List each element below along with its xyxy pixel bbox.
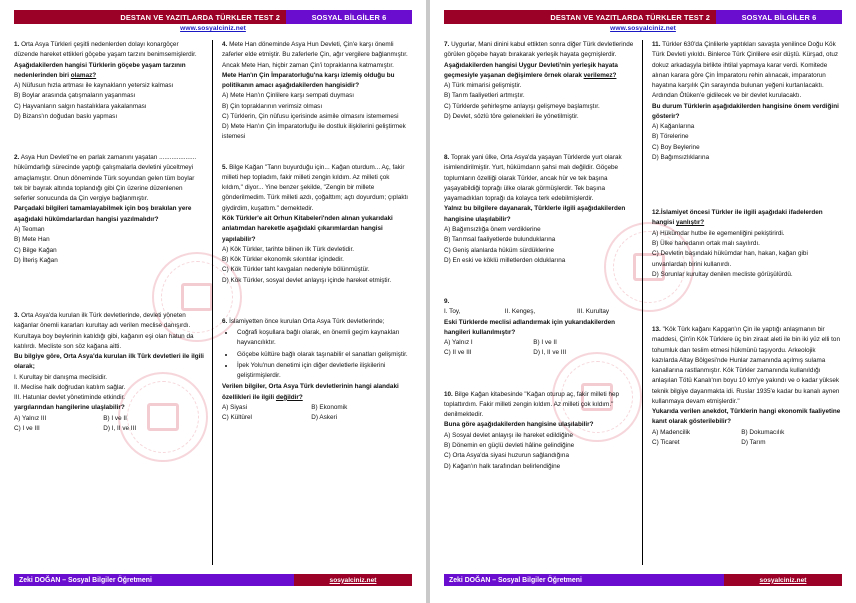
question-stem bbox=[444, 153, 634, 204]
option-b[interactable]: B) Ülke hanedanın ortak malı sayılırdı. bbox=[652, 239, 760, 247]
question-block bbox=[222, 163, 412, 286]
question-number: 6. bbox=[222, 317, 228, 325]
option-a[interactable]: A) Bağımsızlığa önem verdiklerine bbox=[444, 225, 541, 233]
option-b[interactable]: B) Çin topraklarının verimsiz olması bbox=[222, 102, 323, 110]
header-test-title: DESTAN VE YAZITLARDA TÜRKLER TEST 2 bbox=[444, 10, 716, 24]
roman-item-ii: II. Kengeş, bbox=[504, 308, 536, 316]
question-prompt: Parçadaki bilgileri tamamlayabilmek için boş bırakılan yere aşağıdaki hükümdarlardan hangisi yazılmalıdır? bbox=[14, 205, 192, 223]
option-c[interactable]: C) II ve III bbox=[444, 349, 472, 357]
question-text: Orta Asya'da kurulan ilk Türk devletlerinde, devleti yöneten kağanlar önemli kararları kurultay adı verilen meclise danışırdı. Kurultaya boy beylerinin katıldığı gibi, kağanın eşi olan hatun da katılırdı. Mecliste son söz kağana aitti. bbox=[14, 312, 194, 350]
question-text: Toprak yani ülke, Orta Asya'da yaşayan Türklerde yurt olarak isimlendirilmiştir. Yurt, hükümdarın şahsi malı değildir. Göçebe toplumların özelliği olarak Türkler, ancak hür ve tek başına yaşayabildiği toprağı ülke olarak görmüşlerdir. Tek başına yayamadıkları toprağı da kolayca terk edebilmişlerdir. bbox=[444, 154, 622, 203]
option-d[interactable]: D) Tarım bbox=[741, 438, 766, 446]
options-grid bbox=[222, 403, 412, 424]
page-right bbox=[430, 0, 856, 603]
question-stem bbox=[652, 325, 842, 407]
question-stem bbox=[222, 40, 412, 71]
prompt-negation: olamaz? bbox=[70, 71, 97, 79]
option-b[interactable]: B) I ve II bbox=[103, 414, 127, 422]
question-prompt: Yukarıda verilen anekdot, Türklerin hangi ekonomik faaliyetine kanıt olarak gösterilebilir? bbox=[652, 408, 841, 426]
question-number: 8. bbox=[444, 154, 450, 162]
question-block bbox=[652, 325, 842, 448]
spacer bbox=[14, 133, 204, 153]
question-block bbox=[652, 40, 842, 163]
option-a[interactable]: A) Türk mimarisi gelişmiştir. bbox=[444, 82, 522, 90]
question-block bbox=[444, 153, 634, 266]
question-text: "Kök Türk kağanı Kapgan'ın Çin ile yaptığı anlaşmanın bir maddesi, Çin'in Kök Türklere üç bin ziraat aleti ile bin iki yüz elli ton tohumluk darı teslim etmesi hükmünü taşıyordu. Arkeolojik kazılarda Altay Bölgesi'nde Hunlar zamanında açılmış sulama kanallarına rastlanmıştır. Kök Türkler zamanında kullanıldığı anlaşılan Tötü Kanalı'nın boyu 10 km'ye yakındı ve o kadar yüksek teknik bilgiye dayanmakta idi. Ruslar 1935'e kadar bu kanalı aynen kullanmaya devam etmişlerdir." bbox=[652, 326, 840, 405]
option-d[interactable]: D) Bağımsızlıklarına bbox=[652, 153, 710, 161]
question-prompt bbox=[444, 61, 634, 82]
option-a[interactable]: A) Nüfusun hızla artması ile kaynakların yetersiz kalması bbox=[14, 82, 174, 90]
option-a[interactable]: A) Kağanlarına bbox=[652, 123, 695, 131]
question-prompt bbox=[14, 61, 204, 82]
option-d[interactable]: D) Kağan'ın halk tarafından belirlendiğine bbox=[444, 462, 561, 470]
option-d[interactable]: D) Askeri bbox=[311, 414, 338, 422]
option-a[interactable]: A) Teoman bbox=[14, 225, 45, 233]
spacer bbox=[444, 133, 634, 153]
option-c[interactable]: C) Orta Asya'da siyasi huzurun sağlandığına bbox=[444, 452, 569, 460]
roman-item-iii: III. Hatunlar devlet yönetiminde etkindir. bbox=[14, 394, 126, 402]
question-prompt: Buna göre aşağıdakilerden hangisine ulaşılabilir? bbox=[444, 421, 594, 429]
roman-item-iii: III. Kurultay bbox=[576, 308, 610, 316]
option-a[interactable]: A) Yalnız I bbox=[444, 339, 473, 347]
header-test-title: DESTAN VE YAZITLARDA TÜRKLER TEST 2 bbox=[14, 10, 286, 24]
footer-author: Zeki DOĞAN – Sosyal Bilgiler Öğretmeni bbox=[14, 574, 294, 586]
question-text: İslamiyetten önce kurulan Orta Asya Türk devletlerinde; bbox=[229, 317, 385, 325]
question-prompt: Kök Türkler'e ait Orhun Kitabeleri'nden alınan yukarıdaki anlatımdan hareketle aşağıdaki çıkarımlardan hangisi yapılabilir? bbox=[222, 214, 393, 243]
option-c[interactable]: C) Türklerde şehirleşme anlayışı gelişmeye başlamıştır. bbox=[444, 102, 600, 110]
prompt-text: Verilen bilgiler, Orta Asya Türk devletlerinin hangi alandaki özellikleri ile ilgili bbox=[222, 383, 399, 401]
column-4 bbox=[643, 40, 842, 565]
option-d[interactable]: D) İlteriş Kağan bbox=[14, 256, 58, 264]
question-number: 5. bbox=[222, 163, 228, 171]
option-b[interactable]: B) Kök Türkler ekonomik sıkıntılar içindedir. bbox=[222, 256, 344, 264]
option-b[interactable]: B) Ekonomik bbox=[311, 403, 348, 411]
question-number: 13. bbox=[652, 326, 661, 334]
roman-item-i: I. Kurultay bir danışma meclisidir. bbox=[14, 373, 108, 381]
option-d[interactable]: D) Devlet, sözlü töre gelenekleri ile yönetilmiştir. bbox=[444, 112, 579, 120]
option-d[interactable]: D) I, II ve III bbox=[533, 349, 567, 357]
footer-website-link[interactable]: sosyalciniz.net bbox=[724, 574, 842, 586]
question-block bbox=[222, 40, 412, 143]
roman-item-i: I. Toy, bbox=[444, 308, 461, 316]
option-c[interactable]: C) Kültürel bbox=[222, 414, 252, 422]
question-prompt-2: yargılarından hangilerine ulaşlabilir? bbox=[14, 404, 125, 412]
question-block bbox=[444, 390, 634, 472]
question-stem bbox=[444, 40, 634, 61]
option-b[interactable]: B) Tarımsal faaliyetlerde bulunduklarına bbox=[444, 236, 556, 244]
question-text: Bilge Kağan "Tanrı buyurduğu için... Kağan oturdum... Aç, fakir milleti hep topladım, fakir milleti zengin kıldım. Az milleti çok kıldım," diyor... Yine benzer şekilde, "Zengin bir millete gönderilmedim. Türk milleti azdı, çoğalttım; açtı doyurdum; çıplaktı giydirdim, kuşattım." demektedir. bbox=[222, 163, 409, 212]
question-text: Asya Hun Devleti'ne en parlak zamanını yaşatan ..................... hükümdarlığı sürecinde yaptığı çalışmalarla devletini yüceltmeyi amaçlamıştır. Onun döneminde Türk soyundan gelen tüm boylar tek bir bayrak altında toplandığı gibi Çin üzerine düzenlenen seferler sonucunda da Çin vergiye bağlanmıştır. bbox=[14, 154, 197, 203]
option-b[interactable]: B) Törelerine bbox=[652, 133, 689, 141]
question-prompt: Yalnız bu bilgilere dayanarak, Türklerle ilgili aşağıdakilerden hangisine ulaşılabilir? bbox=[444, 205, 626, 223]
bullet-item: • Coğrafi koşullara bağlı olarak, en önemli geçim kaynakları hayvancılıktır. bbox=[235, 328, 412, 349]
option-c[interactable]: C) Devletin başındaki hükümdar han, hakan, kağan gibi unvanlardan birini kullanırdı. bbox=[652, 250, 808, 268]
question-stem bbox=[14, 40, 204, 61]
header-subject-label: SOSYAL BİLGİLER 6 bbox=[716, 10, 842, 24]
question-stem bbox=[222, 317, 412, 327]
question-number: 7. bbox=[444, 41, 450, 48]
column-1 bbox=[14, 40, 213, 565]
question-prompt: Eski Türklerde meclisi adlandırmak için yukarıdakilerden hangileri kullanılmıştır? bbox=[444, 318, 616, 336]
option-a[interactable]: A) Mete Han'ın Çinlilere karşı sempati duyması bbox=[222, 92, 355, 100]
prompt-negation: değildir? bbox=[275, 393, 303, 401]
option-c[interactable]: C) Geniş alanlarda hüküm sürdüklerine bbox=[444, 246, 555, 254]
question-stem bbox=[222, 163, 412, 214]
question-prompt: Bu bilgiye göre, Orta Asya'da kurulan ilk Türk devletleri ile ilgili olarak; bbox=[14, 353, 204, 371]
prompt-negation: verilemez? bbox=[583, 71, 617, 79]
options-grid bbox=[652, 428, 842, 449]
option-c[interactable]: C) Türklerin, Çin nüfusu içerisinde asimile olmasını istememesi bbox=[222, 112, 399, 120]
spacer bbox=[444, 277, 634, 297]
option-c[interactable]: C) Kök Türkler taht kavgaları nedeniyle bölünmüştür. bbox=[222, 266, 370, 274]
option-d[interactable]: D) Sorunlar kurultay denilen mecliste görüşülürdü. bbox=[652, 270, 793, 278]
option-b[interactable]: B) Tarım faaliyetleri artmıştır. bbox=[444, 92, 525, 100]
header-website-link[interactable]: www.sosyalciniz.net bbox=[180, 25, 246, 32]
option-a[interactable]: A) Sosyal devlet anlayışı ile hareket edildiğine bbox=[444, 431, 574, 439]
roman-inline-list bbox=[444, 307, 634, 317]
question-text: Mete Han döneminde Asya Hun Devleti, Çin'e karşı önemli zaferler elde etmiştir. Bu zaferlerle Çin, ağır vergilere bağlanmıştır. Ancak Mete Han, hiçbir zaman Çin'i topraklarına katmamıştır. bbox=[222, 41, 408, 69]
option-c[interactable]: C) Hayvanların salgın hastalıklara yakalanması bbox=[14, 102, 147, 110]
page-header-left bbox=[14, 10, 412, 24]
spacer bbox=[444, 370, 634, 390]
question-number: 4. bbox=[222, 41, 228, 48]
bullet-item: • İpek Yolu'nun denetimi için diğer devletlerle ilişkilerini geliştirmişlerdir. bbox=[235, 361, 412, 382]
spacer bbox=[222, 297, 412, 317]
question-stem bbox=[652, 40, 842, 102]
page-left bbox=[0, 0, 426, 603]
question-number: 10. bbox=[444, 390, 453, 398]
bullet-item: • Göçebe kültüre bağlı olarak taşınabilir el sanatları gelişmiştir. bbox=[235, 350, 412, 360]
option-a[interactable]: A) Hükümdar hutbe ile egemenliğini pekiştirirdi. bbox=[652, 229, 785, 237]
option-a[interactable]: A) Kök Türkler, tarihte bilinen ilk Türk devletidir. bbox=[222, 245, 354, 253]
options-grid bbox=[444, 338, 634, 359]
question-block bbox=[222, 317, 412, 424]
option-d[interactable]: D) Mete Han'ın Çin İmparatorluğu ile dostluk ilişkilerini geliştirmek istemesi bbox=[222, 123, 406, 141]
question-prompt bbox=[652, 208, 842, 229]
option-b[interactable]: B) Dokumacılık bbox=[741, 428, 785, 436]
option-c[interactable]: C) Ticaret bbox=[652, 438, 680, 446]
question-block bbox=[444, 297, 634, 359]
content-columns-right bbox=[444, 40, 842, 565]
option-b[interactable]: B) Boylar arasında çatışmaların yaşanması bbox=[14, 92, 136, 100]
option-d[interactable]: D) Bizans'ın doğudan baskı yapması bbox=[14, 112, 118, 120]
spacer bbox=[222, 154, 412, 163]
option-a[interactable]: A) Madencilik bbox=[652, 428, 691, 436]
question-prompt bbox=[222, 382, 412, 403]
option-c[interactable]: C) Bilge Kağan bbox=[14, 246, 57, 254]
bullet-list bbox=[222, 328, 412, 381]
option-c[interactable]: C) Boy Beylerine bbox=[652, 143, 700, 151]
question-block bbox=[14, 153, 204, 266]
option-b[interactable]: B) I ve II bbox=[533, 339, 557, 347]
option-a[interactable]: A) Yalnız III bbox=[14, 414, 47, 422]
question-block bbox=[14, 311, 204, 434]
question-stem bbox=[14, 311, 204, 352]
question-number: 11. bbox=[652, 41, 661, 48]
prompt-negation: yanlıştır? bbox=[675, 219, 705, 227]
column-2 bbox=[213, 40, 412, 565]
option-d[interactable]: D) I, II ve III bbox=[103, 424, 137, 432]
page-footer-left bbox=[14, 574, 412, 586]
question-text: Türkler 630'da Çinlilerle yaptıkları savaşta yenilince Doğu Kök Türk Devleti yıkıldı. Binlerce Türk Çinlilere esir düştü. Kürşad, otuz dokuz arkadaşyla birlikte ihtilal yapmaya karar verdi. Komitede alınan karara göre Çin İmparatoru rehin alınacak, imparatorun hayatına karşılık Çin sarayında bulunan yeğeni kurtarılacaktı. Ardından Ötüken'e gidilecek ve bir devlet kurulacaktı. bbox=[652, 41, 839, 100]
question-number: 9. bbox=[444, 298, 450, 306]
question-number: 3. bbox=[14, 312, 20, 320]
question-block bbox=[444, 40, 634, 122]
question-block bbox=[14, 40, 204, 122]
content-columns-left bbox=[14, 40, 412, 565]
question-text: Orta Asya Türkleri çeşitli nedenlerden dolayı konargöçer düzende hareket ettikleri göçebe yaşam tarzını benimsemişlerdir. bbox=[14, 41, 197, 59]
option-b[interactable]: B) Mete Han bbox=[14, 236, 50, 244]
prompt-text: Aşağıdakilerden hangisi Türklerin göçebe yaşam tarzının nedenlerinden biri bbox=[14, 61, 186, 79]
spacer bbox=[652, 174, 842, 208]
spacer bbox=[652, 291, 842, 325]
question-number: 1. bbox=[14, 41, 20, 48]
option-c[interactable]: C) I ve III bbox=[14, 424, 40, 432]
question-number: 2. bbox=[14, 154, 20, 162]
prompt-text: 12.İslamiyet öncesi Türkler ile ilgili aşağıdaki ifadelerden hangisi bbox=[652, 209, 823, 227]
header-subject-label: SOSYAL BİLGİLER 6 bbox=[286, 10, 412, 24]
question-text: Uygurlar, Mani dinini kabul ettikten sonra diğer Türk devletlerinde görülen göçebe hayatı bırakarak yerleşik hayata geçmişlerdir. bbox=[444, 41, 634, 59]
page-footer-right bbox=[444, 574, 842, 586]
option-a[interactable]: A) Siyasi bbox=[222, 403, 248, 411]
option-d[interactable]: D) En eski ve köklü milletlerden olduklarına bbox=[444, 256, 566, 264]
spacer bbox=[14, 277, 204, 311]
option-b[interactable]: B) Dönemin en güçlü devleti hâline gelindiğine bbox=[444, 441, 575, 449]
question-prompt: Mete Han'ın Çin İmparatorluğu'na karşı izlemiş olduğu bu politikanın amacı aşağıdakilerden hangisidir? bbox=[222, 71, 395, 90]
question-text: Bilge Kağan kitabesinde "Kağan oturup aç, fakir milleti hep toplattırdım. Fakir milleti zengin kıldım. Az milleti çok kıldım." denilmektedir. bbox=[444, 390, 620, 419]
question-prompt: Bu durum Türklerin aşağıdakilerden hangisine önem verdiğini gösterir? bbox=[652, 102, 839, 120]
footer-website-link[interactable]: sosyalciniz.net bbox=[294, 574, 412, 586]
question-stem bbox=[444, 390, 634, 421]
roman-item-ii: II. Meclise halk doğrudan katılım sağlar. bbox=[14, 383, 126, 391]
question-stem bbox=[14, 153, 204, 204]
option-d[interactable]: D) Kök Türkler, sosyal devlet anlayışı içinde hareket etmiştir. bbox=[222, 276, 392, 284]
header-website-link[interactable]: www.sosyalciniz.net bbox=[610, 25, 676, 32]
footer-author: Zeki DOĞAN – Sosyal Bilgiler Öğretmeni bbox=[444, 574, 724, 586]
column-3 bbox=[444, 40, 643, 565]
question-block bbox=[652, 208, 842, 280]
prompt-text: Aşağıdakilerden hangisi Uygur Devleti'nin yerleşik hayata geçmesiyle yaşanan değişimlere örnek olarak bbox=[444, 61, 618, 79]
options-grid bbox=[14, 414, 204, 435]
page-header-right bbox=[444, 10, 842, 24]
